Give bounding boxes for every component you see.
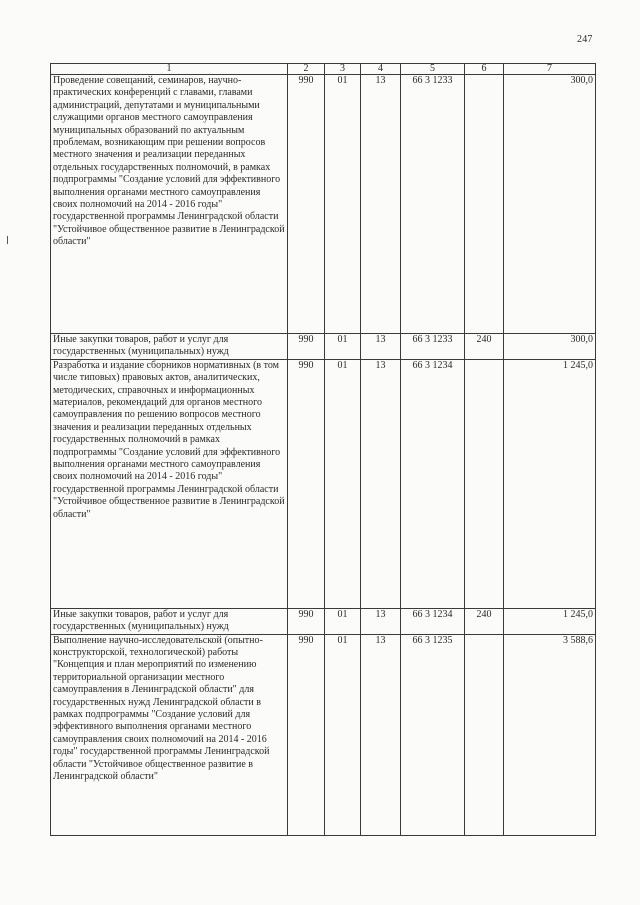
table-row <box>51 359 596 608</box>
row-code-4: 13 <box>361 75 401 334</box>
row-code-5: 66 3 1234 <box>401 359 465 608</box>
row-description: Разработка и издание сборников нормативных (в том числе типовых) правовых актов, аналитических, методических, справочных и информационных материалов, рекомендаций для органов местного самоуправления по решению вопросов местного значения и реализации переданных отдельных государственных полномочий в рамках подпрограммы "Создание условий для эффективного выполнения органами местного самоуправления своих полномочий на 2014 - 2016 годы" государственной программы Ленинградской области "Устойчивое общественное развитие в Ленинградской области" <box>51 359 288 608</box>
row-code-6 <box>465 75 504 334</box>
row-code-4: 13 <box>361 634 401 835</box>
page-number: 247 <box>577 34 593 45</box>
column-header-7: 7 <box>504 64 596 75</box>
row-code-5: 66 3 1233 <box>401 334 465 360</box>
row-code-6 <box>465 634 504 835</box>
row-description: Иные закупки товаров, работ и услуг для государственных (муниципальных) нужд <box>51 334 288 360</box>
row-code-4: 13 <box>361 334 401 360</box>
column-header-1: 1 <box>51 64 288 75</box>
row-code-5: 66 3 1235 <box>401 634 465 835</box>
row-code-6: 240 <box>465 608 504 634</box>
row-code-5: 66 3 1233 <box>401 75 465 334</box>
row-amount: 3 588,6 <box>504 634 596 835</box>
row-description: Иные закупки товаров, работ и услуг для государственных (муниципальных) нужд <box>51 608 288 634</box>
row-code-4: 13 <box>361 359 401 608</box>
row-code-2: 990 <box>288 75 325 334</box>
scan-margin-mark <box>7 236 8 244</box>
row-code-4: 13 <box>361 608 401 634</box>
row-code-2: 990 <box>288 608 325 634</box>
row-amount: 1 245,0 <box>504 608 596 634</box>
column-header-3: 3 <box>325 64 361 75</box>
row-amount: 1 245,0 <box>504 359 596 608</box>
budget-table <box>50 63 596 836</box>
row-code-2: 990 <box>288 634 325 835</box>
row-code-2: 990 <box>288 334 325 360</box>
row-code-3: 01 <box>325 634 361 835</box>
row-code-5: 66 3 1234 <box>401 608 465 634</box>
row-code-2: 990 <box>288 359 325 608</box>
row-description: Выполнение научно-исследовательской (опытно-конструкторской, технологической) работы "Концепция и план мероприятий по изменению территориальной организации местного самоуправления в Ленинградской области" для государственных нужд Ленинградской области в рамках подпрограммы "Создание условий для эффективного выполнения органами местного самоуправления своих полномочий на 2014 - 2016 годы" государственной программы Ленинградской области "Устойчивое общественное развитие в Ленинградской области" <box>51 634 288 835</box>
row-description: Проведение совещаний, семинаров, научно-практических конференций с главами, главами администраций, депутатами и муниципальными служащими органов местного самоуправления муниципальных образований по актуальным проблемам, возникающим при решении вопросов местного значения и реализации переданных отдельных государственных полномочий, в рамках подпрограммы "Создание условий для эффективного выполнения органами местного самоуправления своих полномочий на 2014 - 2016 годы" государственной программы Ленинградской области "Устойчивое общественное развитие в Ленинградской области" <box>51 75 288 334</box>
row-code-3: 01 <box>325 608 361 634</box>
column-header-2: 2 <box>288 64 325 75</box>
row-code-3: 01 <box>325 75 361 334</box>
row-amount: 300,0 <box>504 334 596 360</box>
header-row <box>51 64 596 75</box>
column-header-6: 6 <box>465 64 504 75</box>
table-row <box>51 634 596 835</box>
row-code-3: 01 <box>325 359 361 608</box>
table-row <box>51 75 596 334</box>
row-code-6 <box>465 359 504 608</box>
row-code-3: 01 <box>325 334 361 360</box>
table-row <box>51 334 596 360</box>
table-row <box>51 608 596 634</box>
column-header-5: 5 <box>401 64 465 75</box>
row-code-6: 240 <box>465 334 504 360</box>
row-amount: 300,0 <box>504 75 596 334</box>
column-header-4: 4 <box>361 64 401 75</box>
